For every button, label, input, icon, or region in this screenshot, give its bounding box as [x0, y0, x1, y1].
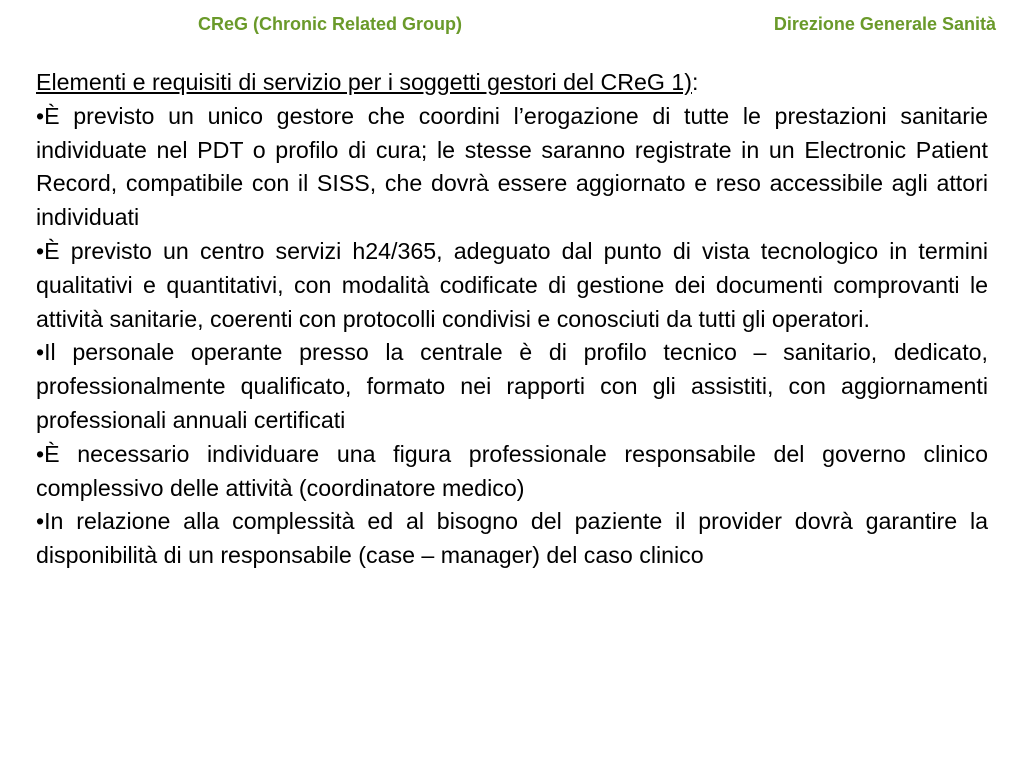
bullet-staff-profile: •Il personale operante presso la centrale è di profilo tecnico – sanitario, dedicato, professionalmente qualificato, formato nei rapporti con gli assistiti, con aggiornamenti professionali annuali certificati	[36, 339, 988, 433]
section-title-colon: :	[691, 69, 699, 95]
bullet-single-manager: •È previsto un unico gestore che coordini l’erogazione di tutte le prestazioni sanitarie individuate nel PDT o profilo di cura; le stesse saranno registrate in un Electronic Patient Record, compatibile con il SISS, che dovrà essere aggiornato e reso accessibile agli attori individuati	[36, 102, 988, 231]
bullet-case-manager: •In relazione alla complessità ed al bisogno del paziente il provider dovrà garantire la disponibilità di un responsabile (case – manager) del caso clinico	[36, 508, 988, 569]
section-title	[36, 66, 988, 100]
slide-header	[0, 14, 1024, 38]
slide-content	[36, 66, 988, 573]
bullet-clinical-coordinator: •È necessario individuare una figura professionale responsabile del governo clinico complessivo delle attività (coordinatore medico)	[36, 440, 988, 501]
header-department: Direzione Generale Sanità	[773, 14, 996, 34]
section-title-text: Elementi e requisiti di servizio per i soggetti gestori del CReG 1)	[36, 69, 692, 95]
header-program-title: CReG (Chronic Related Group)	[198, 14, 463, 34]
bullet-service-center: •È previsto un centro servizi h24/365, adeguato dal punto di vista tecnologico in termini qualitativi e quantitativi, con modalità codificate di gestione dei documenti comprovanti le attività sanitarie, coerenti con protocolli condivisi e conosciuti da tutti gli operatori.	[36, 237, 988, 332]
